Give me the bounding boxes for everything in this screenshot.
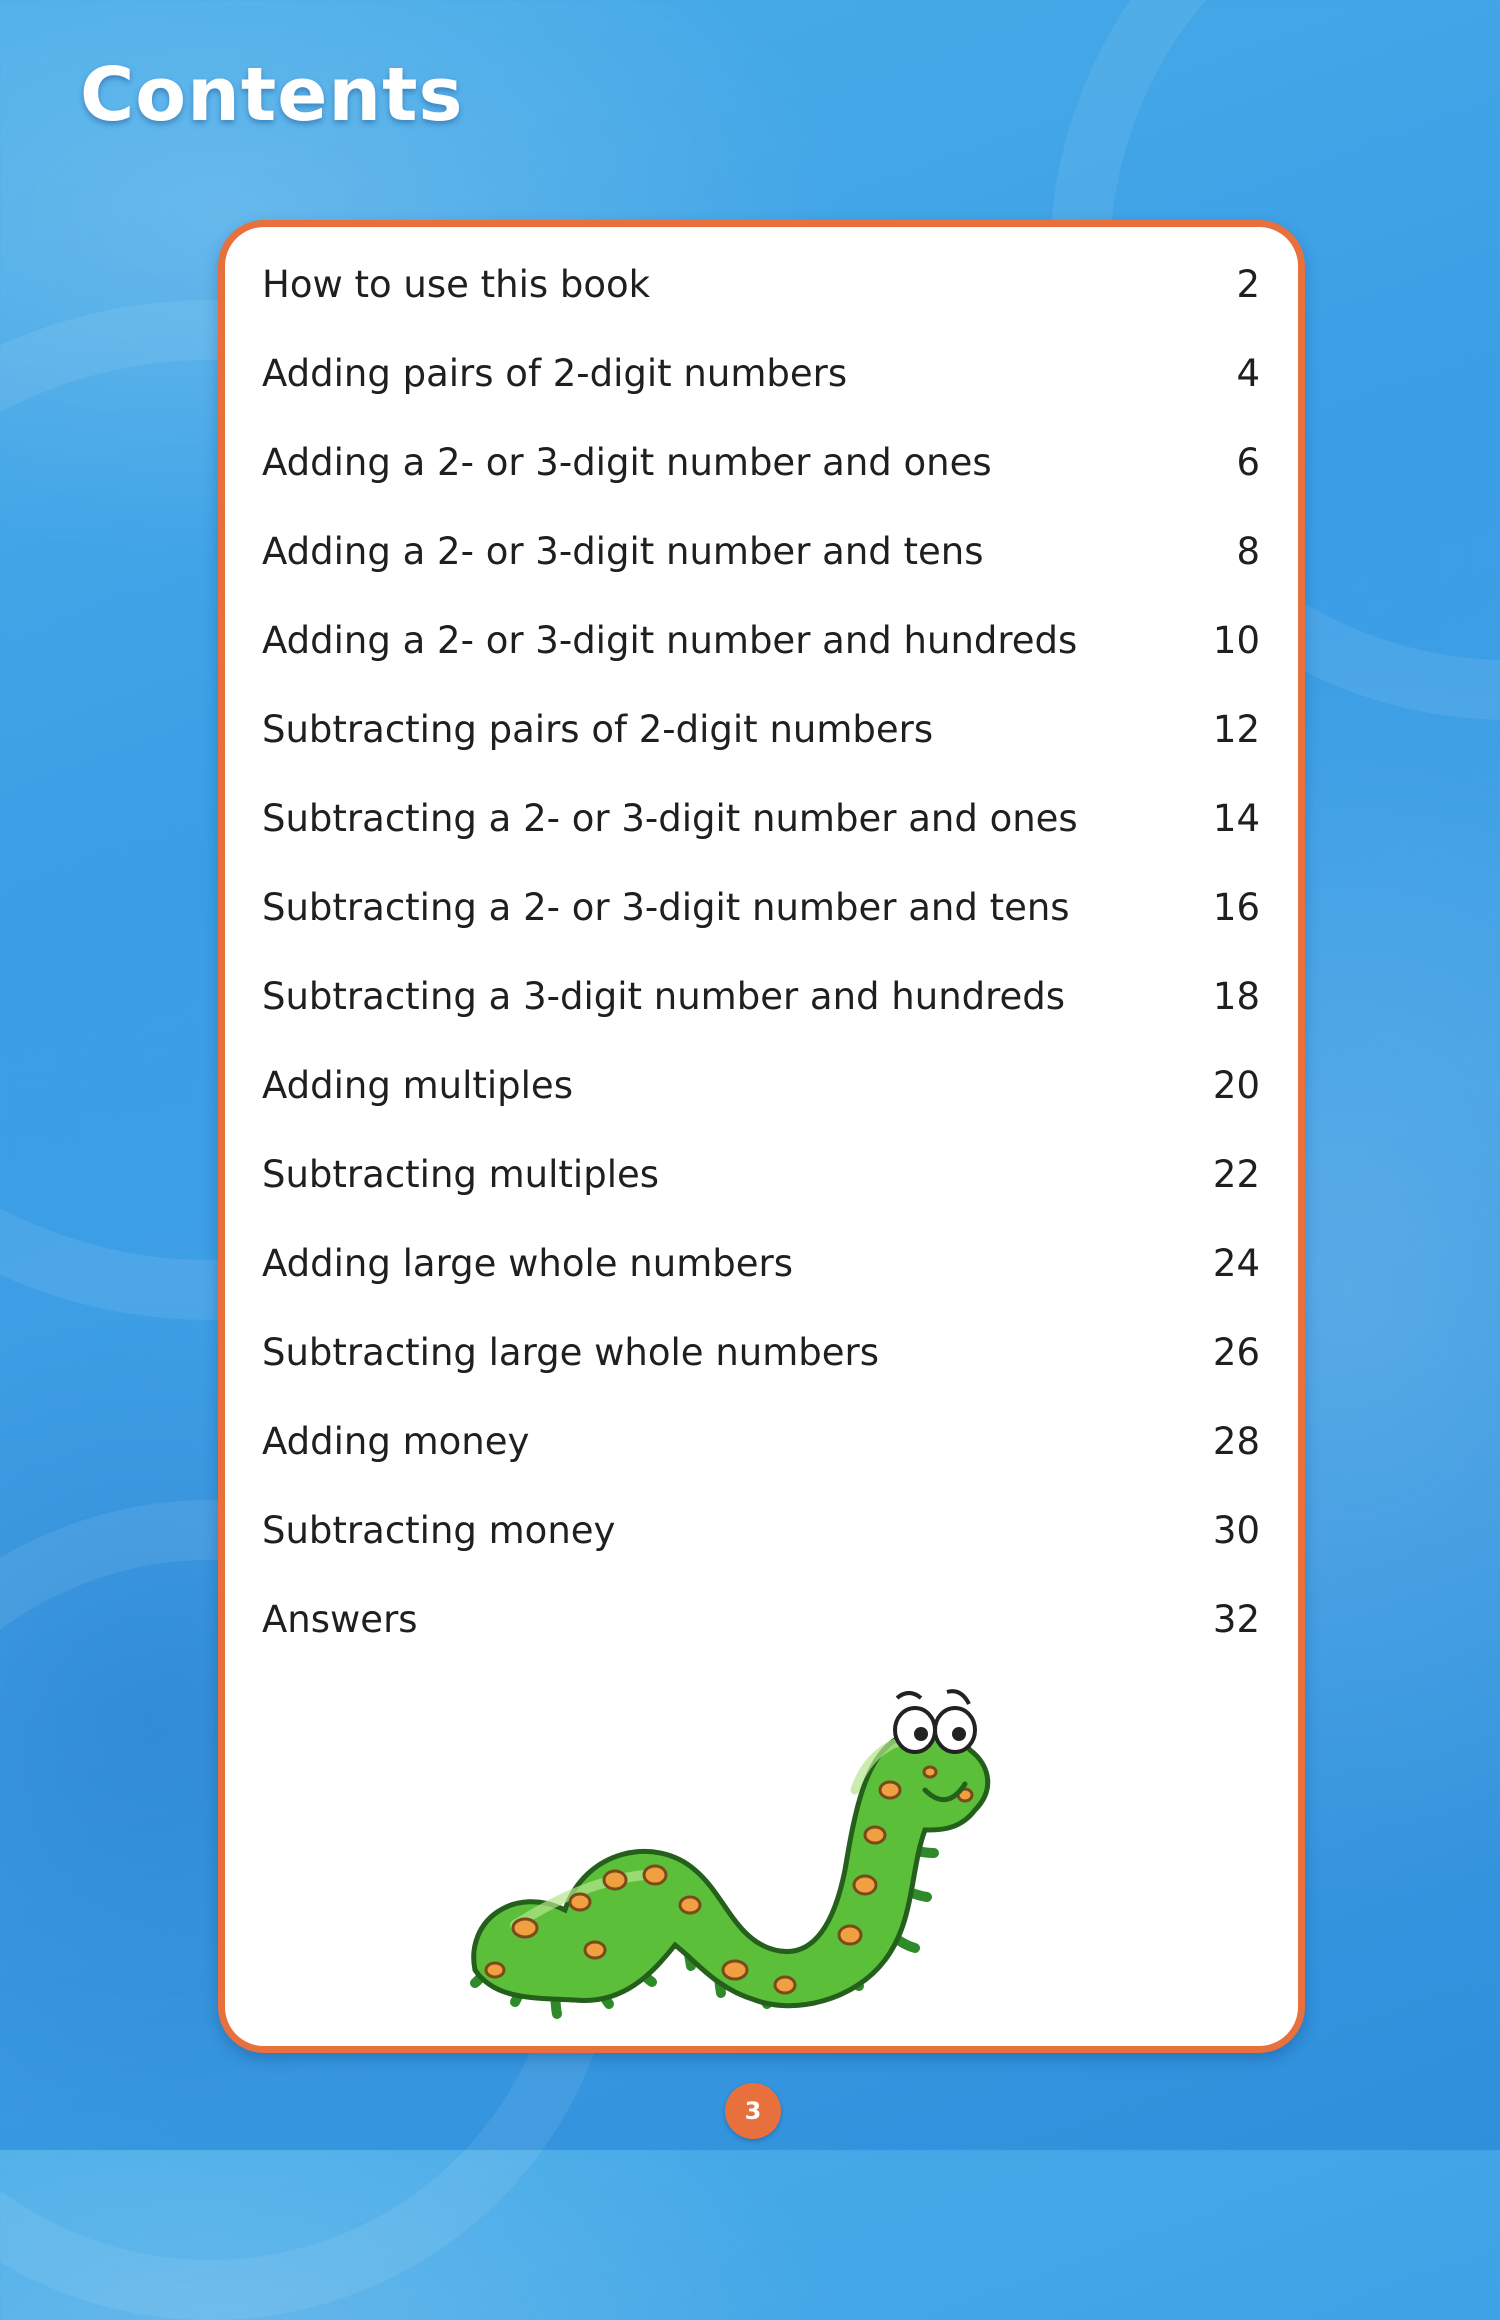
toc-entry-page: 20 <box>1212 1064 1260 1107</box>
toc-entry-page: 24 <box>1212 1242 1260 1285</box>
toc-entry-page: 10 <box>1212 619 1260 662</box>
toc-entry-label: Adding multiples <box>262 1064 573 1107</box>
toc-entry-page: 30 <box>1212 1509 1260 1552</box>
toc-entry-label: Adding pairs of 2-digit numbers <box>262 352 848 395</box>
caterpillar-illustration <box>455 1670 1085 2040</box>
toc-entry[interactable] <box>262 1575 1262 1664</box>
toc-entry-label: Subtracting pairs of 2-digit numbers <box>262 708 934 751</box>
page-number-badge: 3 <box>725 2083 781 2139</box>
toc-entry-label: How to use this book <box>262 263 651 306</box>
toc-entry-page: 22 <box>1212 1153 1260 1196</box>
toc-entry-label: Adding large whole numbers <box>262 1242 793 1285</box>
toc-entry-label: Subtracting a 3-digit number and hundreds <box>262 975 1066 1018</box>
toc-entry-page: 4 <box>1236 352 1260 395</box>
toc-entry[interactable] <box>262 329 1262 418</box>
toc-entry-page: 8 <box>1236 530 1260 573</box>
toc-entry-label: Answers <box>262 1598 418 1641</box>
toc-entry-page: 12 <box>1212 708 1260 751</box>
toc-entry[interactable] <box>262 774 1262 863</box>
toc-entry[interactable] <box>262 863 1262 952</box>
page-title: Contents <box>80 52 464 138</box>
toc-entry-label: Subtracting a 2- or 3-digit number and ones <box>262 797 1078 840</box>
toc-entry-page: 32 <box>1212 1598 1260 1641</box>
toc-entry-page: 26 <box>1212 1331 1260 1374</box>
toc-entry-label: Adding a 2- or 3-digit number and tens <box>262 530 984 573</box>
toc-entry[interactable] <box>262 240 1262 329</box>
toc-entry-label: Adding a 2- or 3-digit number and ones <box>262 441 992 484</box>
toc-entry-label: Subtracting multiples <box>262 1153 660 1196</box>
toc-entry-page: 2 <box>1236 263 1260 306</box>
toc-entry-label: Subtracting a 2- or 3-digit number and tens <box>262 886 1070 929</box>
toc-entry[interactable] <box>262 1219 1262 1308</box>
table-of-contents <box>262 240 1262 1664</box>
toc-entry-label: Subtracting large whole numbers <box>262 1331 880 1374</box>
toc-entry[interactable] <box>262 1130 1262 1219</box>
toc-entry[interactable] <box>262 1486 1262 1575</box>
toc-entry-label: Adding a 2- or 3-digit number and hundreds <box>262 619 1078 662</box>
toc-entry-page: 16 <box>1212 886 1260 929</box>
toc-entry[interactable] <box>262 1308 1262 1397</box>
toc-entry-page: 28 <box>1212 1420 1260 1463</box>
toc-entry[interactable] <box>262 1397 1262 1486</box>
toc-entry[interactable] <box>262 1041 1262 1130</box>
toc-entry-page: 14 <box>1212 797 1260 840</box>
toc-entry-page: 6 <box>1236 441 1260 484</box>
toc-entry[interactable] <box>262 418 1262 507</box>
toc-entry-page: 18 <box>1212 975 1260 1018</box>
toc-entry-label: Subtracting money <box>262 1509 616 1552</box>
toc-entry[interactable] <box>262 596 1262 685</box>
toc-entry[interactable] <box>262 952 1262 1041</box>
toc-entry-label: Adding money <box>262 1420 530 1463</box>
toc-entry[interactable] <box>262 507 1262 596</box>
toc-entry[interactable] <box>262 685 1262 774</box>
